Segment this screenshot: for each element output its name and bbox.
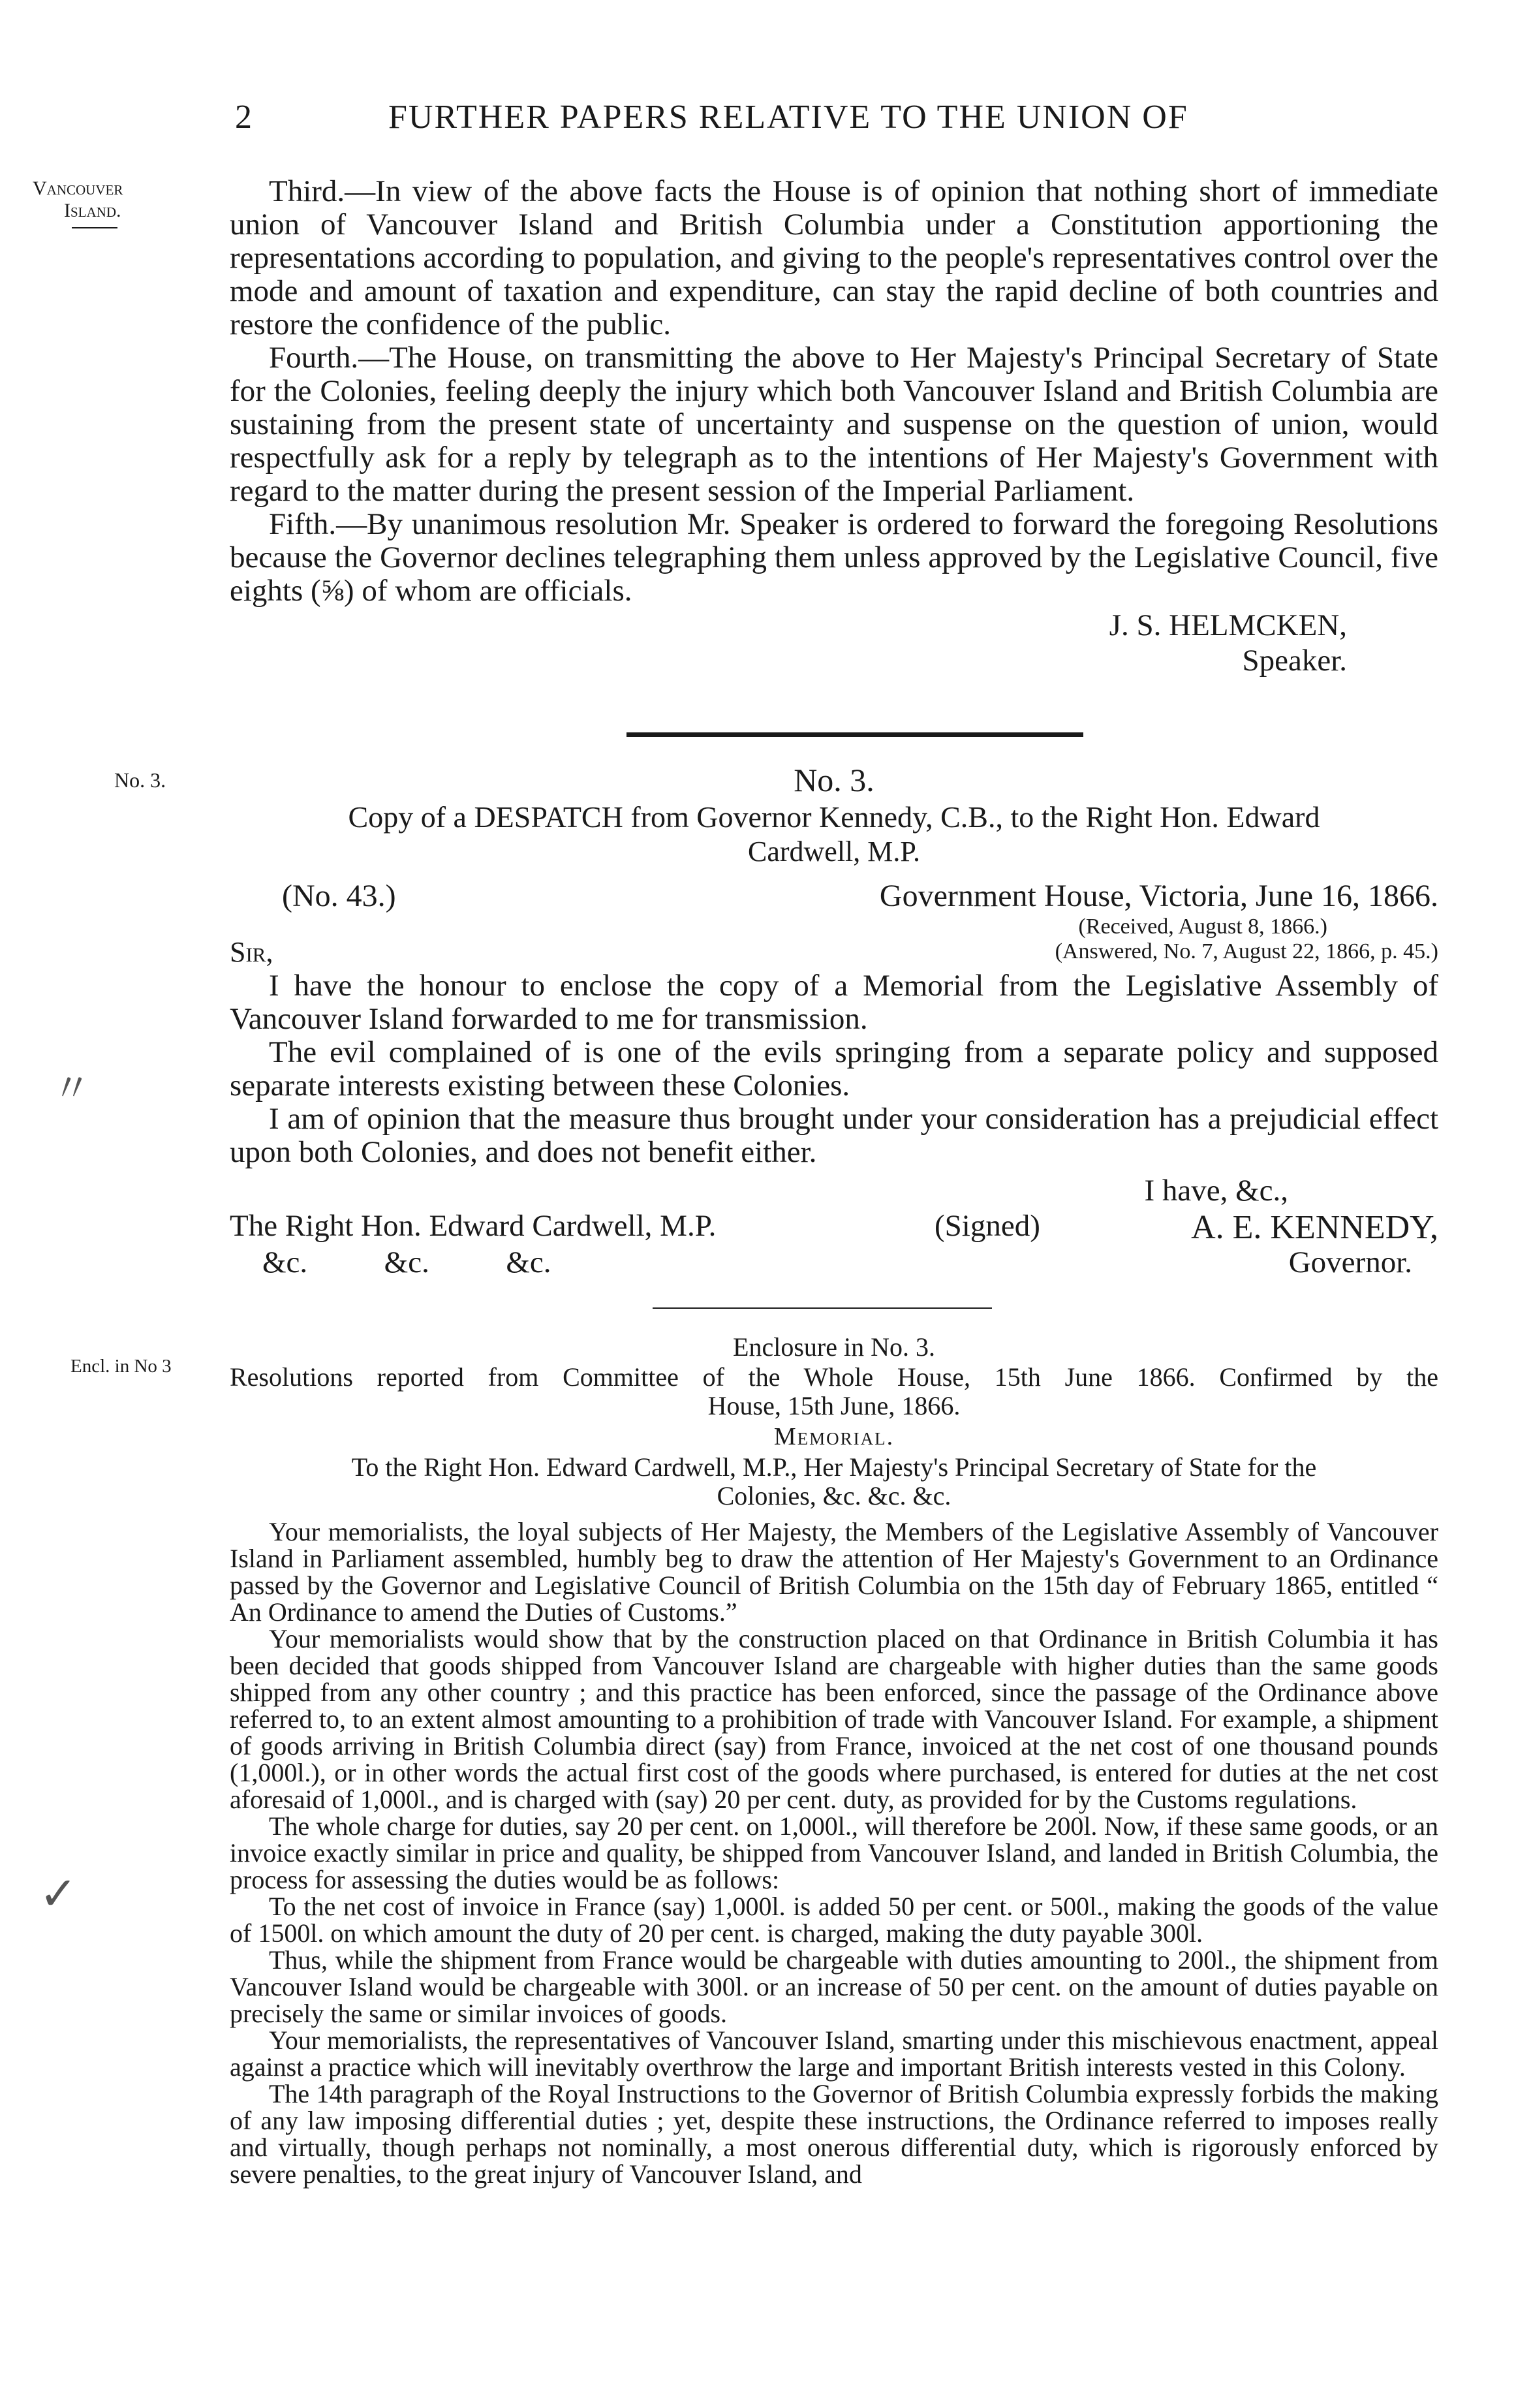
memorial-paragraph: The 14th paragraph of the Royal Instructions to the Governor of British Columbia expressly forbids the making of any law imposing differential duties ; yet, despite these instructions, the Ordinance referred to imposes really and virtually, though perhaps not nominally, a most onerous differential duty, which is rigorously enforced by severe penalties, to the great injury of Vancouver Island, and: [230, 2079, 1438, 2189]
enclosure-title: Enclosure in No. 3.: [733, 1332, 935, 1362]
despatch-signed: (Signed): [935, 1209, 1040, 1243]
margin-island-text: Island.: [64, 200, 121, 221]
despatch-block: [230, 760, 1438, 1281]
despatch-number: No. 3.: [794, 762, 874, 798]
memorial-paragraph: Your memorialists, the representatives of Vancouver Island, smarting under this mischievous enactment, appeal against a practice which will inevitably overthrow the large and important British interests vested in this Colony.: [230, 2025, 1438, 2082]
despatch-para-2: The evil complained of is one of the evils springing from a separate policy and supposed separate interests existing between these Colonies.: [230, 1035, 1438, 1102]
despatch-etc-row: [230, 1245, 1438, 1281]
running-title: FURTHER PAPERS RELATIVE TO THE UNION OF: [388, 99, 1188, 136]
helmcken-signature: J. S. HELMCKEN,: [1109, 608, 1347, 642]
memorial-paragraph: The whole charge for duties, say 20 per cent. on 1,000l., will therefore be 200l. Now, if these same goods, or an invoice exactly similar in price and quality, be shipped from Vancouver Island, and landed in British Columbia, the process for assessing the duties would be as follows:: [230, 1811, 1438, 1894]
margin-note-vancouver: [33, 178, 235, 228]
despatch-para-1: I have the honour to enclose the copy of a Memorial from the Legislative Assembly of Vancouver Island forwarded to me for transmission.: [230, 969, 1438, 1036]
memorial-paragraph: Your memorialists, the loyal subjects of Her Majesty, the Members of the Legislative Assembly of Vancouver Island in Parliament assembled, humbly beg to draw the attention of Her Majesty's Government to an Ordinance passed by the Governor and Legislative Council of British Columbia on the 15th day of February 1865, entitled “ An Ordinance to amend the Duties of Customs.”: [230, 1517, 1438, 1627]
despatch-received: (Received, August 8, 1866.): [1078, 915, 1327, 939]
despatch-ref-row: [230, 878, 1438, 915]
despatch-heading-1: Copy of a DESPATCH from Governor Kennedy, C.B., to the Right Hon. Edward: [348, 800, 1320, 834]
despatch-signer: A. E. KENNEDY,: [1191, 1209, 1438, 1246]
memorial-heading: Memorial.: [773, 1423, 895, 1450]
despatch-heading-2: Cardwell, M.P.: [748, 836, 920, 868]
memorial-paragraph: Thus, while the shipment from France would be chargeable with duties amounting to 200l., the shipment from Vancouver Island would be chargeable with 300l. or an increase of 50 per cent. on the amount of duties payable on precisely the same or similar invoices of goods.: [230, 1945, 1438, 2028]
margin-note-no3: No. 3.: [114, 768, 166, 792]
check-mark: ✓: [39, 1869, 78, 1920]
despatch-addressee-etc: &c. &c. &c.: [262, 1245, 551, 1279]
resolutions-block: [230, 175, 1438, 678]
resolution-third: Third.—In view of the above facts the House is of opinion that nothing short of immediate union of Vancouver Island and British Columbia under a Constitution apportioning the representations according to population, and giving to the people's representatives control over the mode and amount of taxation and expenditure, can stay the rapid decline of both countries and restore the confidence of the public.: [230, 174, 1438, 341]
page-number: 2: [235, 99, 253, 136]
margin-vancouver-text: Vancouver: [33, 178, 123, 199]
enclosure-resolutions-1: Resolutions reported from Committee of the Whole House, 15th June 1866. Confirmed by the: [230, 1362, 1438, 1392]
despatch-salutation: Sir,: [230, 936, 273, 968]
despatch-place-date: Government House, Victoria, June 16, 1866.: [879, 879, 1438, 913]
margin-dash: [72, 227, 117, 228]
memorial-address-2: Colonies, &c. &c. &c.: [717, 1481, 951, 1510]
despatch-answered: (Answered, No. 7, August 22, 1866, p. 45.): [1055, 939, 1438, 963]
despatch-closing: I have, &c.,: [1144, 1174, 1288, 1208]
section-divider: [626, 732, 1083, 737]
enclosure-divider: [653, 1307, 992, 1309]
resolution-fifth: Fifth.—By unanimous resolution Mr. Speaker is ordered to forward the foregoing Resolutions because the Governor declines telegraphing them unless approved by the Legislative Council, five eights (⅝) of whom are officials.: [230, 507, 1438, 608]
despatch-addressee: The Right Hon. Edward Cardwell, M.P.: [230, 1209, 717, 1243]
despatch-ref-no: (No. 43.): [282, 879, 396, 913]
memorial-paragraph: Your memorialists would show that by the construction placed on that Ordinance in British Columbia it has been decided that goods shipped from Vancouver Island are chargeable with higher duties than the same goods shipped from any other country ; and this practice has been enforced, since the passage of the Ordinance above referred to, to an extent almost amounting to a prohibition of trade with Vancouver Island. For example, a shipment of goods arriving in British Columbia direct (say) from France, invoiced at the net cost of one thousand pounds (1,000l.), or in other words the actual first cost of the goods where purchased, is entered for duties at the net cost aforesaid of 1,000l., and is charged with (say) 20 per cent. duty, as provided for by the Customs regulations.: [230, 1624, 1438, 1814]
pencil-mark: 〃: [52, 1067, 91, 1110]
despatch-signer-title: Governor.: [1288, 1245, 1412, 1279]
margin-note-encl: Encl. in No 3: [70, 1356, 172, 1377]
memorial-address-1: To the Right Hon. Edward Cardwell, M.P., Her Majesty's Principal Secretary of State for the: [351, 1452, 1317, 1482]
enclosure-block: [230, 1332, 1438, 2187]
despatch-answered-row: [230, 936, 1438, 968]
helmcken-title: Speaker.: [1242, 644, 1347, 678]
despatch-para-3: I am of opinion that the measure thus brought under your consideration has a prejudicial effect upon both Colonies, and does not benefit either.: [230, 1102, 1438, 1169]
despatch-sign-row: [230, 1208, 1438, 1245]
enclosure-resolutions-2: House, 15th June, 1866.: [707, 1391, 961, 1420]
memorial-paragraph: To the net cost of invoice in France (say) 1,000l. is added 50 per cent. or 500l., making the goods of the value of 1500l. on which amount the duty of 20 per cent. is charged, making the duty payable 300l.: [230, 1892, 1438, 1948]
resolution-fourth: Fourth.—The House, on transmitting the above to Her Majesty's Principal Secretary of State for the Colonies, feeling deeply the injury which both Vancouver Island and British Columbia are sustaining from the present state of uncertainty and suspense on the question of union, would respectfully ask for a reply by telegraph as to the intentions of Her Majesty's Government with regard to the matter during the present session of the Imperial Parliament.: [230, 341, 1438, 508]
